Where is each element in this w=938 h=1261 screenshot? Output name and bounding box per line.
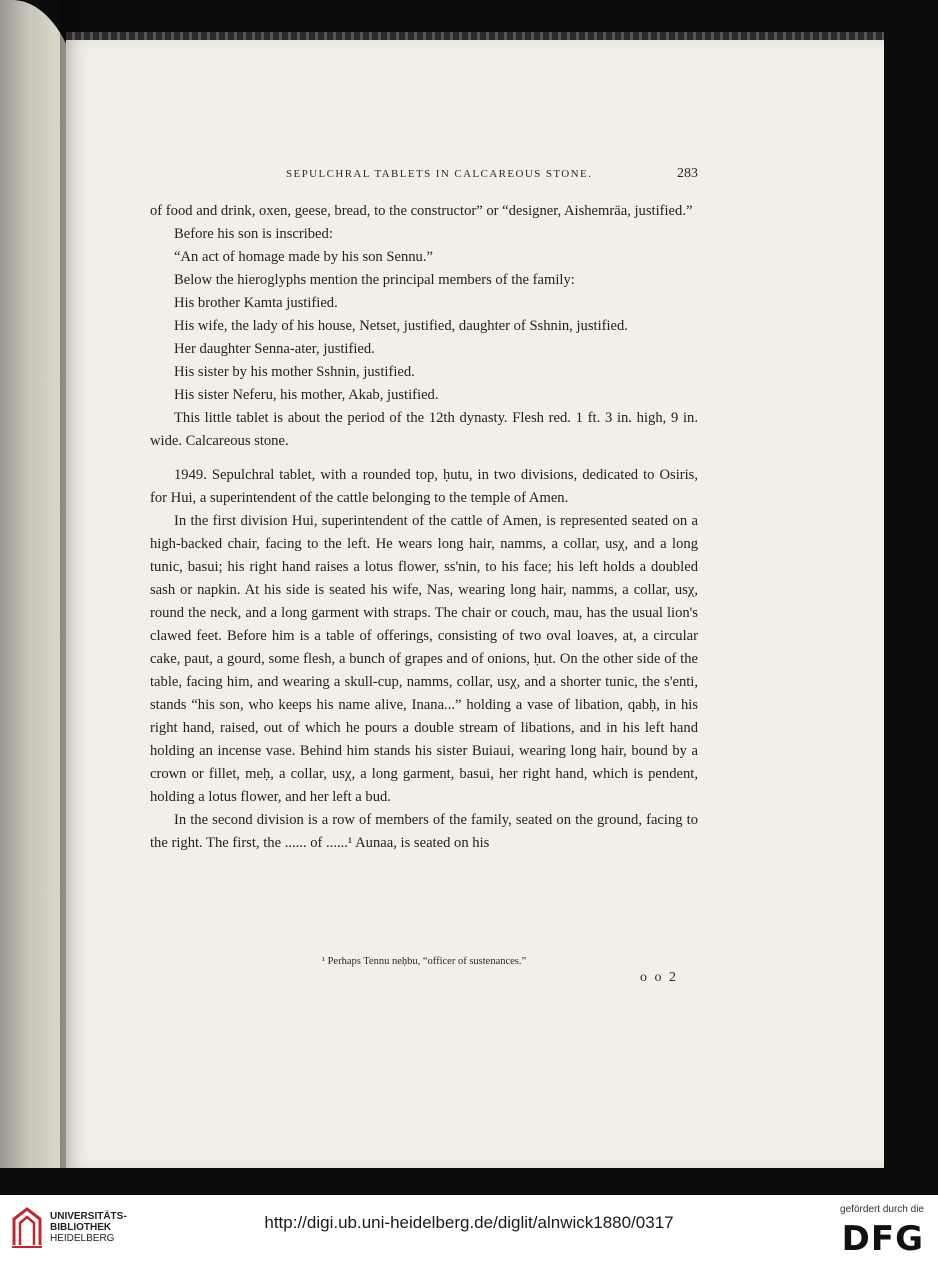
signature-mark: o o 2: [640, 970, 678, 985]
paragraph: of food and drink, oxen, geese, bread, to the constructor” or “designer, Aishemräa, justified.”: [150, 203, 693, 219]
sponsor-text: gefördert durch die: [840, 1204, 924, 1215]
paragraph: In the second division is a row of members of the family, seated on the ground, facing to the right. The first, the ...... of ......¹ Aunaa, is seated on his: [150, 812, 698, 851]
paragraph: His sister Neferu, his mother, Akab, justified.: [174, 387, 439, 403]
library-name-line: HEIDELBERG: [50, 1233, 115, 1244]
library-name-line: BIBLIOTHEK: [50, 1222, 112, 1233]
paragraph: Before his son is inscribed:: [174, 226, 333, 242]
viewer-footer: [0, 1195, 938, 1261]
paragraph: In the first division Hui, superintendent of the cattle of Amen, is represented seated on a high-backed chair, facing to the left. He wears long hair, namms, a collar, usχ, and a long tunic, basui; his right hand raises a lotus flower, ss'nin, to his face; his left holds a doubled sash or napkin. At his side is seated his wife, Nas, wearing long hair, namms, a collar, usχ, round the neck, and a long garment with straps. The chair or couch, mau, has the usual lion's clawed feet. Before him is a table of offerings, consisting of two oval loaves, at, a circular cake, paut, a gourd, some flesh, a bunch of grapes and of onions, ḥut. On the other side of the table, facing him, and wearing a skull-cup, namms, collar, usχ, and a shorter tunic, the s'enti, stands “his son, who keeps his name alive, Inana...” holding a vase of libation, qabḥ, in his right hand, raised, out of which he pours a double stream of libations, and in his left hand holding an incense vase. Behind him stands his sister Buiaui, wearing long hair, bound by a crown or fillet, meḥ, a collar, usχ, a long garment, basui, her right hand, which is pendent, holding a lotus flower, and her left a bud.: [150, 513, 698, 805]
page-number: 283: [677, 166, 698, 181]
paragraph: Her daughter Senna-ater, justified.: [174, 341, 375, 357]
paragraph: This little tablet is about the period of the 12th dynasty. Flesh red. 1 ft. 3 in. high, 9 in. wide. Calcareous stone.: [150, 410, 698, 449]
paragraph: Below the hieroglyphs mention the principal members of the family:: [174, 272, 575, 288]
top-edge-strip: [66, 32, 884, 40]
paragraph: His wife, the lady of his house, Netset, justified, daughter of Sshnin, justified.: [174, 318, 628, 334]
permalink-url[interactable]: http://digi.ub.uni-heidelberg.de/diglit/alnwick1880/0317: [264, 1213, 674, 1232]
running-head-title: SEPULCHRAL TABLETS IN CALCAREOUS STONE.: [286, 168, 593, 180]
body-text: [150, 200, 698, 855]
footnote: ¹ Perhaps Tennu neḥbu, “officer of sustenances.”: [321, 956, 527, 967]
paragraph: “An act of homage made by his son Sennu.”: [174, 249, 433, 265]
paragraph: His sister by his mother Sshnin, justified.: [174, 364, 415, 380]
paragraph: His brother Kamta justified.: [174, 295, 338, 311]
library-name-line: UNIVERSITÄTS-: [50, 1211, 127, 1222]
dfg-logo: DFG: [841, 1219, 924, 1259]
paragraph: 1949. Sepulchral tablet, with a rounded top, ḥutu, in two divisions, dedicated to Osiris, for Hui, a superintendent of the cattle belonging to the temple of Amen.: [150, 467, 698, 506]
